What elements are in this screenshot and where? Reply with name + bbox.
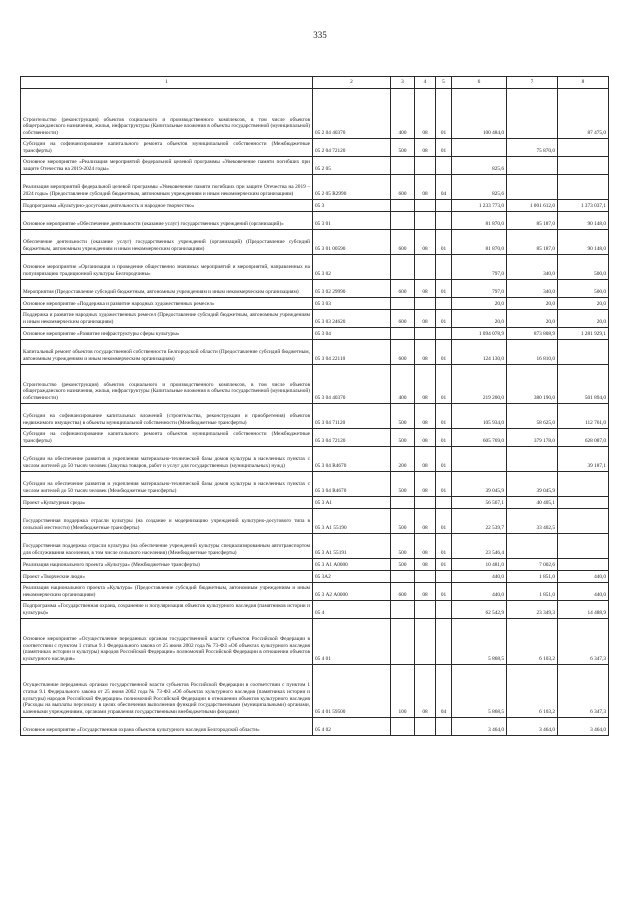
row-amount-year-2 — [507, 157, 558, 175]
row-name: Субсидии на софинансирование капитального ремонта объектов муниципальной собственности (Межбюджетные трансферты) — [21, 139, 313, 157]
row-code: 05 4 01 59500 — [313, 665, 391, 718]
row-section: 08 — [415, 280, 436, 298]
row-amount-year-1: 22 539,7 — [452, 509, 507, 534]
row-expense-type — [391, 497, 415, 509]
row-code: 05 3 04 72120 — [313, 429, 391, 447]
row-expense-type: 600 — [391, 230, 415, 255]
row-section: 08 — [415, 365, 436, 404]
row-section — [415, 255, 436, 280]
row-subsection: 01 — [436, 280, 452, 298]
row-amount-year-3: 628 087,0 — [558, 429, 609, 447]
row-section: 08 — [415, 447, 436, 472]
row-name: Основное мероприятие «Поддержка и развитие народных художественных ремесел» — [21, 298, 313, 310]
row-amount-year-1: 3 464,0 — [452, 718, 507, 736]
row-amount-year-2: 1 851,0 — [507, 571, 558, 583]
row-code: 05 3 04 40370 — [313, 365, 391, 404]
row-name: Субсидии на софинансирование капитальных вложений (строительства, реконструкции и приобретения) объектов недвижимого имущества) в объекты муниципальной собственности (Межбюджетные трансферты) — [21, 404, 313, 429]
row-code: 05 3 А1 — [313, 497, 391, 509]
row-section — [415, 619, 436, 665]
row-amount-year-1: 124 130,0 — [452, 340, 507, 365]
table-row — [21, 571, 609, 583]
row-amount-year-1: 825,6 — [452, 175, 507, 200]
row-amount-year-2: 340,0 — [507, 255, 558, 280]
table-row — [21, 255, 609, 280]
table-row — [21, 404, 609, 429]
row-code: 05 3 04 22110 — [313, 340, 391, 365]
table-row — [21, 230, 609, 255]
row-section: 08 — [415, 230, 436, 255]
row-name: Обеспечение деятельности (оказание услуг) государственных учреждений (организаций) (Предоставление субсидий бюджетным, автономным учреждениям и иным некоммерческим организациям) — [21, 230, 313, 255]
row-amount-year-3: 20,0 — [558, 298, 609, 310]
row-amount-year-1: 23 546,4 — [452, 534, 507, 559]
row-amount-year-2: 39 045,9 — [507, 472, 558, 497]
row-code: 05 2 05 R2990 — [313, 175, 391, 200]
row-amount-year-1: 20,0 — [452, 298, 507, 310]
row-expense-type: 500 — [391, 139, 415, 157]
row-amount-year-3 — [558, 534, 609, 559]
row-expense-type: 500 — [391, 404, 415, 429]
row-subsection — [436, 718, 452, 736]
row-amount-year-3: 90 148,0 — [558, 212, 609, 230]
row-subsection: 04 — [436, 175, 452, 200]
row-code: 05 4 — [313, 601, 391, 619]
row-amount-year-3: 112 761,0 — [558, 404, 609, 429]
row-expense-type — [391, 200, 415, 212]
table-row — [21, 175, 609, 200]
row-amount-year-1 — [452, 139, 507, 157]
row-code: 05 3 03 24620 — [313, 310, 391, 328]
row-amount-year-2: 23 349,3 — [507, 601, 558, 619]
row-amount-year-3 — [558, 157, 609, 175]
row-code: 05 2 04 72120 — [313, 139, 391, 157]
row-section: 08 — [415, 665, 436, 718]
row-name: Субсидии на обеспечение развития и укрепления материально-технической базы домов культуры в населенных пунктах с числом жителей до 50 тысяч человек (Межбюджетные трансферты) — [21, 472, 313, 497]
row-subsection — [436, 328, 452, 340]
row-code: 05 3 02 — [313, 255, 391, 280]
row-subsection: 01 — [436, 310, 452, 328]
row-amount-year-2: 20,0 — [507, 298, 558, 310]
row-section — [415, 497, 436, 509]
row-section: 08 — [415, 139, 436, 157]
table-row — [21, 583, 609, 601]
row-amount-year-2: 379 178,0 — [507, 429, 558, 447]
table-row — [21, 601, 609, 619]
row-amount-year-3: 87 475,0 — [558, 89, 609, 139]
budget-table — [20, 76, 609, 736]
row-name: Основное мероприятие «Государственная охрана объектов культурного наследия Белгородской области» — [21, 718, 313, 736]
table-row — [21, 328, 609, 340]
row-subsection: 01 — [436, 139, 452, 157]
row-amount-year-3 — [558, 175, 609, 200]
row-amount-year-2: 6 103,2 — [507, 619, 558, 665]
row-name: Основное мероприятие «Реализация мероприятий федеральной целевой программы «Увековечение памяти погибших при защите Отечества на 2019-2024 годы» — [21, 157, 313, 175]
row-amount-year-3: 500,0 — [558, 255, 609, 280]
row-name: Основное мероприятие «Развитие инфраструктуры сферы культуры» — [21, 328, 313, 340]
row-expense-type: 500 — [391, 534, 415, 559]
table-row — [21, 534, 609, 559]
row-code: 05 3 01 00590 — [313, 230, 391, 255]
row-subsection: 01 — [436, 472, 452, 497]
row-name: Капитальный ремонт объектов государственной собственности Белгородской области (Предоставление субсидий бюджетным, автономным учреждениям и иным некоммерческим организациям) — [21, 340, 313, 365]
row-amount-year-2: 33 402,5 — [507, 509, 558, 534]
row-amount-year-2: 75 870,0 — [507, 139, 558, 157]
row-section: 08 — [415, 534, 436, 559]
row-code: 05 3 А1 55191 — [313, 534, 391, 559]
row-amount-year-3 — [558, 340, 609, 365]
row-subsection — [436, 601, 452, 619]
row-name: Мероприятия (Предоставление субсидий бюджетным, автономным учреждениям и иным некоммерческим организациям) — [21, 280, 313, 298]
row-code: 05 3 02 29990 — [313, 280, 391, 298]
row-section — [415, 571, 436, 583]
row-amount-year-2: 380 190,0 — [507, 365, 558, 404]
row-amount-year-2: 85 187,0 — [507, 212, 558, 230]
table-row — [21, 212, 609, 230]
row-amount-year-2: 58 625,0 — [507, 404, 558, 429]
row-amount-year-3: 39 187,1 — [558, 447, 609, 472]
row-section — [415, 328, 436, 340]
row-expense-type: 200 — [391, 447, 415, 472]
row-section: 08 — [415, 509, 436, 534]
row-section: 08 — [415, 310, 436, 328]
row-subsection: 01 — [436, 583, 452, 601]
row-amount-year-3: 500,0 — [558, 280, 609, 298]
row-amount-year-3 — [558, 139, 609, 157]
table-body — [21, 89, 609, 736]
column-header: 3 — [391, 77, 415, 89]
row-name: Основное мероприятие «Осуществление переданных органам государственной власти субъектов Российской Федерации в соответствии с пунктом 1 статьи 9.1 Федерального закона от 25 июня 2002 года № 73-ФЗ «Об объектах культурного наследия (памятниках истории и культуры) народов Российской Федерации» полномочий Российской Федерации в отношении объектов культурного наследия» — [21, 619, 313, 665]
table-header-row — [21, 77, 609, 89]
page-number: 335 — [313, 30, 327, 40]
row-code: 05 3 03 — [313, 298, 391, 310]
row-section — [415, 212, 436, 230]
row-amount-year-3: 6 347,3 — [558, 619, 609, 665]
row-amount-year-1: 440,0 — [452, 571, 507, 583]
row-expense-type: 400 — [391, 89, 415, 139]
row-expense-type: 100 — [391, 665, 415, 718]
row-amount-year-1: 440,0 — [452, 583, 507, 601]
row-expense-type: 600 — [391, 583, 415, 601]
row-expense-type — [391, 328, 415, 340]
row-section: 08 — [415, 89, 436, 139]
column-header: 5 — [436, 77, 452, 89]
row-name: Проект «Культурная среда» — [21, 497, 313, 509]
row-amount-year-3: 6 347,3 — [558, 665, 609, 718]
row-amount-year-2 — [507, 447, 558, 472]
row-expense-type — [391, 601, 415, 619]
row-subsection — [436, 200, 452, 212]
column-header: 2 — [313, 77, 391, 89]
column-header: 6 — [452, 77, 507, 89]
row-subsection: 01 — [436, 534, 452, 559]
row-amount-year-3 — [558, 497, 609, 509]
row-expense-type: 500 — [391, 559, 415, 571]
row-amount-year-3: 90 148,0 — [558, 230, 609, 255]
row-name: Подпрограмма «Культурно-досуговая деятельность и народное творчество» — [21, 200, 313, 212]
row-name: Поддержка и развитие народных художественных ремесел (Предоставление субсидий бюджетным, автономным учреждениям и иным некоммерческим организациям) — [21, 310, 313, 328]
row-name: Подпрограмма «Государственная охрана, сохранение и популяризация объектов культурного наследия (памятников истории и культуры)» — [21, 601, 313, 619]
row-subsection: 01 — [436, 559, 452, 571]
row-expense-type: 500 — [391, 472, 415, 497]
row-expense-type: 500 — [391, 509, 415, 534]
row-name: Реализация национального проекта «Культура» (Предоставление субсидий бюджетным, автономным учреждениям и иным некоммерческим организациям) — [21, 583, 313, 601]
row-section — [415, 157, 436, 175]
row-amount-year-1: 1 094 078,9 — [452, 328, 507, 340]
table-row — [21, 619, 609, 665]
table-row — [21, 298, 609, 310]
table-row — [21, 280, 609, 298]
row-amount-year-2: 6 103,2 — [507, 665, 558, 718]
table-row — [21, 310, 609, 328]
table-row — [21, 559, 609, 571]
row-name: Государственная поддержка отрасли культуры (на обеспечение учреждений культуры специализированным автотранспортом для обслуживания населения, в том числе сельского населения) (Межбюджетные трансферты) — [21, 534, 313, 559]
table-row — [21, 89, 609, 139]
row-amount-year-2: 20,0 — [507, 310, 558, 328]
table-row — [21, 472, 609, 497]
table-row — [21, 718, 609, 736]
row-section: 08 — [415, 429, 436, 447]
row-section: 08 — [415, 559, 436, 571]
row-amount-year-1: 1 233 773,0 — [452, 200, 507, 212]
row-section: 08 — [415, 175, 436, 200]
row-code: 05 3 А1 А0000 — [313, 559, 391, 571]
row-expense-type: 400 — [391, 365, 415, 404]
row-subsection: 01 — [436, 404, 452, 429]
row-code: 05 3 04 — [313, 328, 391, 340]
row-amount-year-1: 20,0 — [452, 310, 507, 328]
row-amount-year-1: 10 481,0 — [452, 559, 507, 571]
row-section — [415, 298, 436, 310]
row-subsection: 01 — [436, 447, 452, 472]
row-subsection: 01 — [436, 365, 452, 404]
table-row — [21, 429, 609, 447]
row-code: 05 3 04 71120 — [313, 404, 391, 429]
row-amount-year-3: 1 281 929,1 — [558, 328, 609, 340]
row-amount-year-3: 3 464,0 — [558, 718, 609, 736]
column-header: 7 — [507, 77, 558, 89]
row-expense-type — [391, 718, 415, 736]
row-name: Государственная поддержка отрасли культуры (на создание и модернизацию учреждений культурно-досугового типа в сельской местности) (Межбюджетные трансферты) — [21, 509, 313, 534]
row-code: 05 3 — [313, 200, 391, 212]
row-section — [415, 601, 436, 619]
table-row — [21, 139, 609, 157]
row-subsection — [436, 157, 452, 175]
row-section: 08 — [415, 583, 436, 601]
column-header: 8 — [558, 77, 609, 89]
row-name: Субсидии на обеспечение развития и укрепления материально-технической базы домов культуры в населенных пунктах с числом жителей до 50 тысяч человек (Закупка товаров, работ и услуг для государственных (муниципальных) нужд) — [21, 447, 313, 472]
row-amount-year-1: 81 870,0 — [452, 230, 507, 255]
row-amount-year-3: 1 373 037,1 — [558, 200, 609, 212]
row-amount-year-3 — [558, 472, 609, 497]
row-amount-year-2 — [507, 89, 558, 139]
column-header: 4 — [415, 77, 436, 89]
row-amount-year-1: 39 045,9 — [452, 472, 507, 497]
row-expense-type — [391, 255, 415, 280]
row-subsection — [436, 255, 452, 280]
row-section — [415, 200, 436, 212]
row-expense-type: 600 — [391, 340, 415, 365]
row-section: 08 — [415, 404, 436, 429]
row-name: Проект «Творческие люди» — [21, 571, 313, 583]
row-name: Субсидии на софинансирование капитального ремонта объектов муниципальной собственности (Межбюджетные трансферты) — [21, 429, 313, 447]
table-row — [21, 200, 609, 212]
row-amount-year-3: 501 894,0 — [558, 365, 609, 404]
table-row — [21, 447, 609, 472]
row-amount-year-2: 40 405,1 — [507, 497, 558, 509]
row-amount-year-2: 873 808,9 — [507, 328, 558, 340]
row-amount-year-2: 1 001 612,0 — [507, 200, 558, 212]
row-amount-year-2: 1 851,0 — [507, 583, 558, 601]
row-amount-year-2: 85 187,0 — [507, 230, 558, 255]
row-subsection — [436, 497, 452, 509]
row-name: Реализация национального проекта «Культура» (Межбюджетные трансферты) — [21, 559, 313, 571]
row-subsection: 01 — [436, 340, 452, 365]
row-amount-year-2: 3 464,0 — [507, 718, 558, 736]
row-section — [415, 718, 436, 736]
row-subsection — [436, 571, 452, 583]
row-expense-type — [391, 298, 415, 310]
row-code: 05 3 01 — [313, 212, 391, 230]
row-subsection: 01 — [436, 429, 452, 447]
row-amount-year-2: 16 810,0 — [507, 340, 558, 365]
row-amount-year-1: 5 868,5 — [452, 665, 507, 718]
row-amount-year-1: 797,0 — [452, 255, 507, 280]
row-code: 05 3 А1 55190 — [313, 509, 391, 534]
row-name: Основное мероприятие «Обеспечение деятельности (оказание услуг) государственных учреждений (организаций)» — [21, 212, 313, 230]
table-row — [21, 157, 609, 175]
row-expense-type: 500 — [391, 429, 415, 447]
row-subsection: 01 — [436, 509, 452, 534]
row-code: 05 4 02 — [313, 718, 391, 736]
row-amount-year-1: 100 484,0 — [452, 89, 507, 139]
row-name: Строительство (реконструкция) объектов социального и производственного комплексов, в том числе объектов общегражданского назначения, жилья, инфраструктуры (Капитальные вложения в объекты государственной (муниципальной) собственности) — [21, 89, 313, 139]
row-amount-year-3 — [558, 509, 609, 534]
row-expense-type — [391, 571, 415, 583]
row-name: Осуществление переданных органам государственной власти субъектов Российской Федерации в соответствии с пунктом 1 статьи 9.1 Федерального закона от 25 июня 2002 года № 73-ФЗ «Об объектах культурного наследия (памятниках истории и культуры) народов Российской Федерации» полномочий Российской Федерации в отношении объектов культурного наследия (Расходы на выплаты персоналу в целях обеспечения выполнения функций государственными (муниципальными) органами, казенными учреждениями, органами управления государственными внебюджетными фондами) — [21, 665, 313, 718]
row-amount-year-1: 62 542,9 — [452, 601, 507, 619]
row-amount-year-1: 5 868,5 — [452, 619, 507, 665]
row-amount-year-1: 56 567,1 — [452, 497, 507, 509]
row-code: 05 3 04 R4670 — [313, 447, 391, 472]
row-amount-year-3: 14 488,9 — [558, 601, 609, 619]
row-code: 05 3 А2 А0000 — [313, 583, 391, 601]
row-amount-year-2: 7 002,6 — [507, 559, 558, 571]
row-code: 05 2 05 — [313, 157, 391, 175]
table-row — [21, 509, 609, 534]
row-amount-year-1: 219 200,0 — [452, 365, 507, 404]
row-amount-year-3 — [558, 559, 609, 571]
row-amount-year-2: 340,0 — [507, 280, 558, 298]
row-subsection — [436, 212, 452, 230]
row-section: 08 — [415, 340, 436, 365]
table-row — [21, 497, 609, 509]
row-amount-year-1: 825,6 — [452, 157, 507, 175]
row-amount-year-3: 440,0 — [558, 571, 609, 583]
table-row — [21, 665, 609, 718]
row-name: Основное мероприятие «Организация и проведение общественно значимых мероприятий и мероприятий, направленных на популяризацию традиционной культуры Белгородчины» — [21, 255, 313, 280]
column-header: 1 — [21, 77, 313, 89]
row-name: Строительство (реконструкция) объектов социального и производственного комплексов, в том числе объектов общегражданского назначения, жилья, инфраструктуры (Капитальные вложения в объекты государственной (муниципальной) собственности) — [21, 365, 313, 404]
table-row — [21, 340, 609, 365]
row-amount-year-2 — [507, 175, 558, 200]
row-amount-year-1: 797,0 — [452, 280, 507, 298]
row-section: 08 — [415, 472, 436, 497]
row-subsection: 01 — [436, 89, 452, 139]
row-code: 05 2 04 40370 — [313, 89, 391, 139]
row-amount-year-3: 20,0 — [558, 310, 609, 328]
row-expense-type: 600 — [391, 175, 415, 200]
row-amount-year-1: 81 870,0 — [452, 212, 507, 230]
row-amount-year-1: 605 769,0 — [452, 429, 507, 447]
row-code: 05 3 04 R4670 — [313, 472, 391, 497]
row-expense-type — [391, 157, 415, 175]
row-code: 05 4 01 — [313, 619, 391, 665]
row-code: 05 3А2 — [313, 571, 391, 583]
row-subsection: 04 — [436, 665, 452, 718]
row-expense-type — [391, 619, 415, 665]
row-subsection: 01 — [436, 230, 452, 255]
table-row — [21, 365, 609, 404]
row-name: Реализация мероприятий федеральной целевой программы «Увековечение памяти погибших при защите Отечества на 2019 – 2024 годы» (Предоставление субсидий бюджетным, автономным учреждениям и иным некоммерческим организациям) — [21, 175, 313, 200]
row-amount-year-1: 105 934,0 — [452, 404, 507, 429]
row-expense-type: 600 — [391, 280, 415, 298]
row-expense-type: 600 — [391, 310, 415, 328]
row-expense-type — [391, 212, 415, 230]
row-amount-year-2 — [507, 534, 558, 559]
row-amount-year-3: 440,0 — [558, 583, 609, 601]
row-subsection — [436, 619, 452, 665]
row-amount-year-1 — [452, 447, 507, 472]
row-subsection — [436, 298, 452, 310]
